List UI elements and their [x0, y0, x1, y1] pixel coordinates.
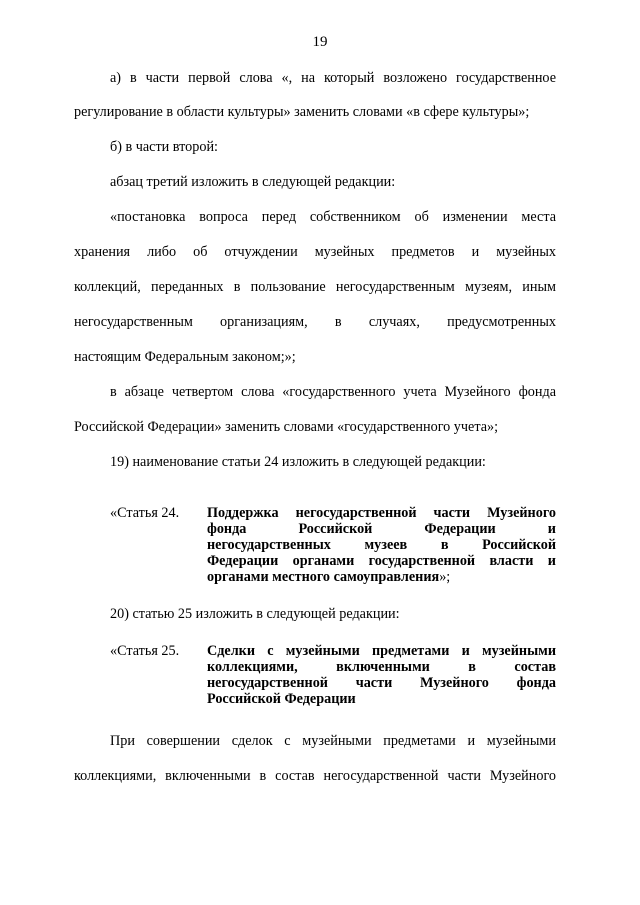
word: негосударственным	[74, 314, 193, 330]
title-row: негосударственных музеев в Российской	[207, 537, 556, 553]
word: организациям,	[220, 314, 308, 330]
paragraph-line: регулирование в области культуры» заменить словами «в сфере культуры»;	[74, 104, 530, 120]
title-row: негосударственной части Музейного фонда	[207, 675, 556, 691]
paragraph-line: коллекций, переданных в пользование негосударственным музеям, иным	[74, 279, 556, 295]
title-row: фонда Российской Федерации и	[207, 521, 556, 537]
title-closing: »;	[439, 569, 451, 585]
word: в	[334, 314, 342, 330]
article-24-title	[207, 505, 556, 585]
title-row: Поддержка негосударственной части Музейного	[207, 505, 556, 521]
paragraph-line: б) в части второй:	[110, 139, 218, 155]
article-25-label: «Статья 25.	[110, 643, 180, 659]
paragraph-line: хранения либо об отчуждении музейных предметов и музейных	[74, 244, 556, 260]
page-number: 19	[312, 34, 328, 50]
paragraph-line: Российской Федерации» заменить словами «государственного учета»;	[74, 419, 499, 435]
title-row: Федерации органами государственной власти и	[207, 553, 556, 569]
word: предусмотренных	[447, 314, 556, 330]
title-row: Российской Федерации	[207, 691, 356, 707]
paragraph-line: 19) наименование статьи 24 изложить в следующей редакции:	[110, 454, 486, 470]
article-25-title	[207, 643, 556, 707]
paragraph-line: в абзаце четвертом слова «государственного учета Музейного фонда	[110, 384, 556, 400]
paragraph-line: настоящим Федеральным законом;»;	[74, 349, 296, 365]
paragraph-line: коллекциями, включенными в состав негосударственной части Музейного	[74, 768, 556, 784]
title-row: коллекциями, включенными в состав	[207, 659, 556, 675]
paragraph-line: При совершении сделок с музейными предметами и музейными	[110, 733, 556, 749]
title-row: Сделки с музейными предметами и музейными	[207, 643, 556, 659]
word: случаях,	[368, 314, 420, 330]
paragraph-line: «постановка вопроса перед собственником об изменении места	[110, 209, 556, 225]
article-24-label: «Статья 24.	[110, 505, 180, 521]
paragraph-line: 20) статью 25 изложить в следующей редакции:	[110, 606, 400, 622]
title-row: органами местного самоуправления »;	[207, 569, 451, 585]
paragraph-line: а) в части первой слова «, на который возложено государственное	[110, 70, 556, 86]
paragraph-line	[74, 314, 556, 330]
paragraph-line: абзац третий изложить в следующей редакции:	[110, 174, 396, 190]
